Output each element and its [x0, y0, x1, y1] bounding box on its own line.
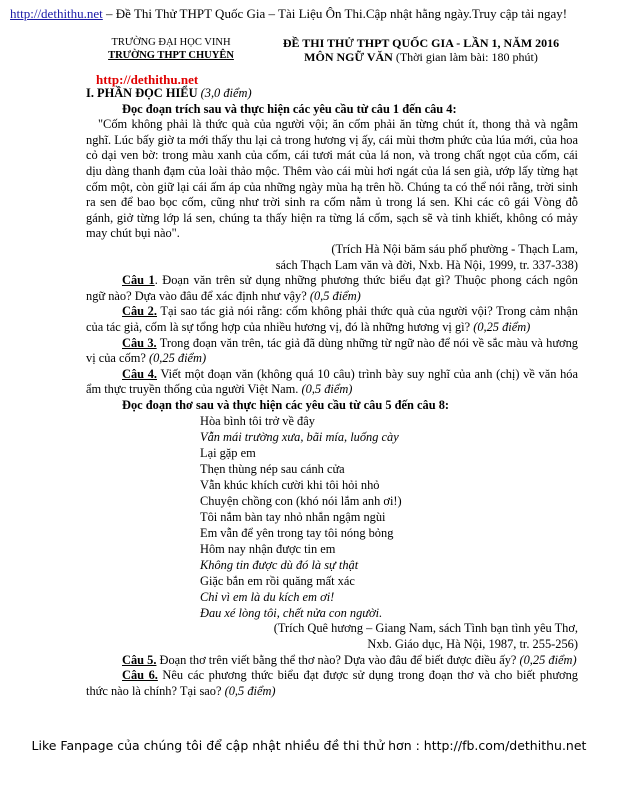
instruction-1: Đọc đoạn trích sau và thực hiện các yêu cầu từ câu 1 đến câu 4: [122, 101, 457, 116]
banner-text: – Đề Thi Thử THPT Quốc Gia – Tài Liệu Ôn Thi.Cập nhật hằng ngày.Truy cập tải ngay! [102, 6, 568, 21]
poem-line: Tôi nắm bàn tay nhỏ nhắn ngậm ngùi [200, 510, 386, 525]
poem-line: Thẹn thùng nép sau cánh cửa [200, 462, 345, 477]
top-banner [10, 6, 610, 22]
question-2: Câu 2. Tại sao tác giả nói rằng: cốm không phải thức quà của người vội? Trong cảm nhận của tác giả, cốm là sự tổng hợp của nhiều hương vị, đó là những hương vị gì? (0,25 điểm) [86, 304, 578, 334]
question-5: Câu 5. Đoạn thơ trên viết bằng thể thơ nào? Dựa vào đâu để biết được điều ấy? (0,25 điểm) [122, 652, 577, 667]
poem-line: Lại gặp em [200, 446, 256, 461]
poem-line: Không tin được dù đó là sự thật [200, 558, 359, 573]
footer-banner: Like Fanpage của chúng tôi để cập nhật nhiều đề thi thử hơn : http://fb.com/dethithu.net [31, 738, 587, 753]
poem-line: Chuyện chồng con (khó nói lắm anh ơi!) [200, 494, 402, 509]
exam-header [262, 36, 580, 64]
question-3: Câu 3. Trong đoạn văn trên, tác giả đã dùng những từ ngữ nào để nói về sắc màu và hương vị của cốm? (0,25 điểm) [86, 335, 578, 366]
poem-citation-1: (Trích Quê hương – Giang Nam, sách Tình bạn tình yêu Thơ, [273, 621, 578, 636]
school-name-2: TRƯỜNG THPT CHUYÊN [108, 50, 234, 61]
duration: (Thời gian làm bài: 180 phút) [395, 50, 538, 64]
poem-citation-2: Nxb. Giáo dục, Hà Nội, 1987, tr. 255-256) [367, 637, 578, 652]
poem-line: Vẫn khúc khích cười khi tôi hỏi nhỏ [200, 478, 380, 493]
poem-line: Hôm nay nhận được tin em [200, 542, 336, 557]
poem-line: Vẫn mái trường xưa, bãi mía, luống cày [200, 430, 399, 445]
poem [200, 413, 578, 621]
poem-line: Hòa bình tôi trở về đây [200, 414, 315, 429]
exam-subject-line [262, 50, 580, 64]
poem-line: Giặc bắn em rồi quăng mất xác [200, 574, 355, 589]
poem-line: Em vẫn để yên trong tay tôi nóng bỏng [200, 526, 394, 541]
question-1: Câu 1. Đoạn văn trên sử dụng những phương thức biểu đạt gì? Thuộc phong cách ngôn ngữ nào? Dựa vào đâu để xác định như vậy? (0,5 điểm) [86, 273, 579, 303]
question-4: Câu 4. Viết một đoạn văn (không quá 10 câu) trình bày suy nghĩ của anh (chị) về văn hóa ẩm thực truyền thống của người Việt Nam. (0,5 điểm) [86, 366, 578, 397]
poem-line: Đau xé lòng tôi, chết nửa con người. [200, 606, 383, 621]
exam-title: ĐỀ THI THỬ THPT QUỐC GIA - LẦN 1, NĂM 2016 [282, 36, 560, 50]
instruction-2: Đọc đoạn thơ sau và thực hiện các yêu cầu từ câu 5 đến câu 8: [122, 397, 450, 412]
subject: MÔN NGỮ VĂN [304, 50, 393, 64]
poem-line: Chỉ vì em là du kích em ơi! [200, 590, 335, 605]
citation-line-2: sách Thạch Lam văn và đời, Nxb. Hà Nội, 1999, tr. 337-338) [275, 257, 578, 272]
section-title: I. PHẦN ĐỌC HIỂU (3,0 điểm) [86, 86, 252, 100]
site-link[interactable]: http://dethithu.net [10, 6, 103, 21]
passage: "Cốm không phải là thức quà của người vội; ăn cốm phải ăn từng chút ít, thong thả và ngẫm nghĩ. Lúc bấy giờ ta mới thấy thu lại cả trong hương vị ấy, cái mùi thơm phức của lúa mới, của hoa cỏ dại ven bờ: trong màu xanh của cốm, cái tươi mát của lá non, và trong chất ngọt của cốm, cái dịu dàng thanh đạm của loài thảo mộc. Thêm vào cái mùi hơi ngát của lá sen già, ướp lấy từng hạt cốm một, còn giữ lại cái ấm áp của những ngày mùa hạ trên hồ. Chúng ta có thể nói rằng, trời sinh ra sen để bao bọc cốm, cũng như trời sinh ra cốm nằm ủ trong lá sen. Khi các cô gái Vòng đỗ gánh, giở từng lớp lá sen, chúng ta thấy hiện ra từng lá cốm, sạch sẽ và tinh khiết, không có mảy may chút bụi nào". [86, 117, 578, 241]
citation-line-1: (Trích Hà Nội băm sáu phố phường - Thạch Lam, [331, 241, 578, 256]
site-url[interactable]: http://dethithu.net [96, 72, 199, 87]
section-points: (3,0 điểm) [200, 86, 252, 100]
school-name-1: TRƯỜNG ĐẠI HỌC VINH [111, 37, 231, 48]
school-header [96, 36, 246, 62]
question-6: Câu 6. Nêu các phương thức biểu đạt được sử dụng trong đoạn thơ và cho biết phương thức nào là chính? Tại sao? (0,5 điểm) [86, 668, 578, 698]
exam-content [86, 86, 578, 699]
